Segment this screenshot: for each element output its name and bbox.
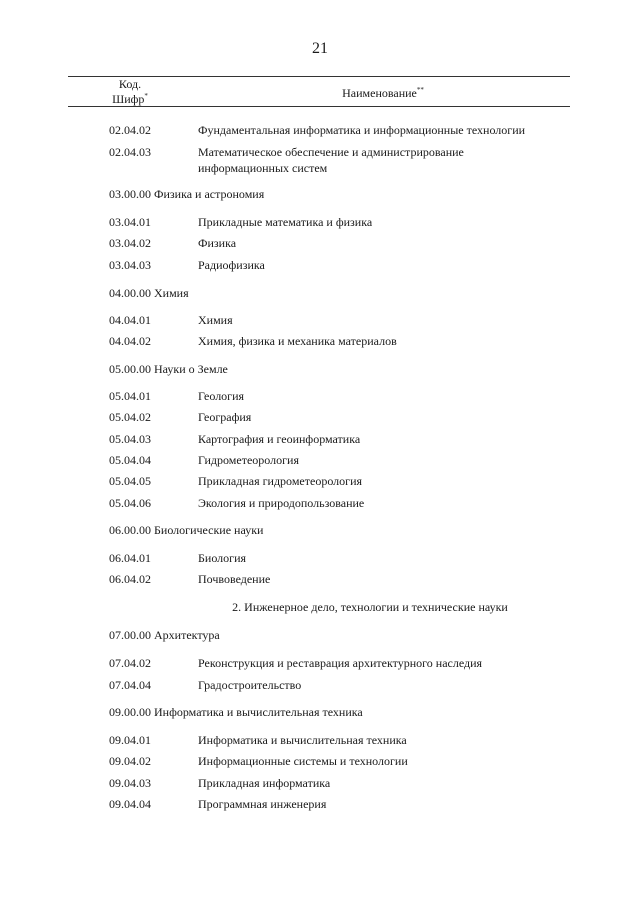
group-heading: 09.00.00 Информатика и вычислительная техника: [109, 705, 363, 719]
table-header-bottom-border: [68, 106, 570, 107]
row-name: Градостроительство: [198, 678, 302, 692]
page-number: 21: [312, 40, 328, 57]
row-code: 07.04.04: [109, 678, 151, 692]
header-name-footnote-mark: **: [416, 86, 424, 94]
row-code: 03.04.02: [109, 236, 151, 250]
row-name: Прикладная информатика: [198, 776, 331, 790]
row-name: Прикладная гидрометеорология: [198, 474, 363, 488]
row-code: 06.04.01: [109, 551, 151, 565]
group-heading: 07.00.00 Архитектура: [109, 628, 220, 642]
group-heading: 06.00.00 Биологические науки: [109, 523, 264, 537]
row-code: 05.04.06: [109, 496, 151, 510]
header-code-column: [82, 77, 178, 107]
header-name-column: Наименование**: [342, 86, 424, 100]
row-code: 03.04.01: [109, 215, 151, 229]
row-name: Информационные системы и технологии: [198, 754, 408, 768]
row-name: Геология: [198, 389, 245, 403]
row-name: Программная инженерия: [198, 797, 327, 811]
header-code-footnote-mark: *: [144, 92, 148, 100]
row-code: 06.04.02: [109, 572, 151, 586]
section-heading: 2. Инженерное дело, технологии и технические науки: [232, 600, 508, 614]
row-name: Физика: [198, 236, 237, 250]
row-name: Математическое обеспечение и администрирование информационных систем: [198, 145, 464, 175]
row-code: 05.04.01: [109, 389, 151, 403]
row-code: 04.04.02: [109, 334, 151, 348]
row-name: Реконструкция и реставрация архитектурного наследия: [198, 656, 483, 670]
header-code-line2: Шифр*: [112, 92, 148, 106]
row-code: 09.04.02: [109, 754, 151, 768]
row-code: 05.04.05: [109, 474, 151, 488]
row-code: 07.04.02: [109, 656, 151, 670]
group-heading: 03.00.00 Физика и астрономия: [109, 187, 265, 201]
row-name: Почвоведение: [198, 572, 271, 586]
row-code: 05.04.03: [109, 432, 151, 446]
row-name: Экология и природопользование: [198, 496, 365, 510]
group-heading: 05.00.00 Науки о Земле: [109, 362, 228, 376]
row-name: Химия, физика и механика материалов: [198, 334, 397, 348]
row-code: 09.04.04: [109, 797, 151, 811]
row-code: 04.04.01: [109, 313, 151, 327]
row-name: Радиофизика: [198, 258, 265, 272]
row-code: 09.04.01: [109, 733, 151, 747]
row-name: География: [198, 410, 252, 424]
row-code: 02.04.02: [109, 123, 151, 137]
row-code: 02.04.03: [109, 145, 151, 159]
header-code-line1: Код.: [118, 77, 142, 91]
row-name: Химия: [198, 313, 233, 327]
row-name: Биология: [198, 551, 247, 565]
row-code: 09.04.03: [109, 776, 151, 790]
row-code: 03.04.03: [109, 258, 151, 272]
row-code: 05.04.02: [109, 410, 151, 424]
group-heading: 04.00.00 Химия: [109, 286, 189, 300]
row-code: 05.04.04: [109, 453, 151, 467]
row-name: Картография и геоинформатика: [198, 432, 361, 446]
row-name: Фундаментальная информатика и информационные технологии: [198, 123, 526, 137]
row-name: Прикладные математика и физика: [198, 215, 373, 229]
row-name: Информатика и вычислительная техника: [198, 733, 407, 747]
row-name: Гидрометеорология: [198, 453, 299, 467]
